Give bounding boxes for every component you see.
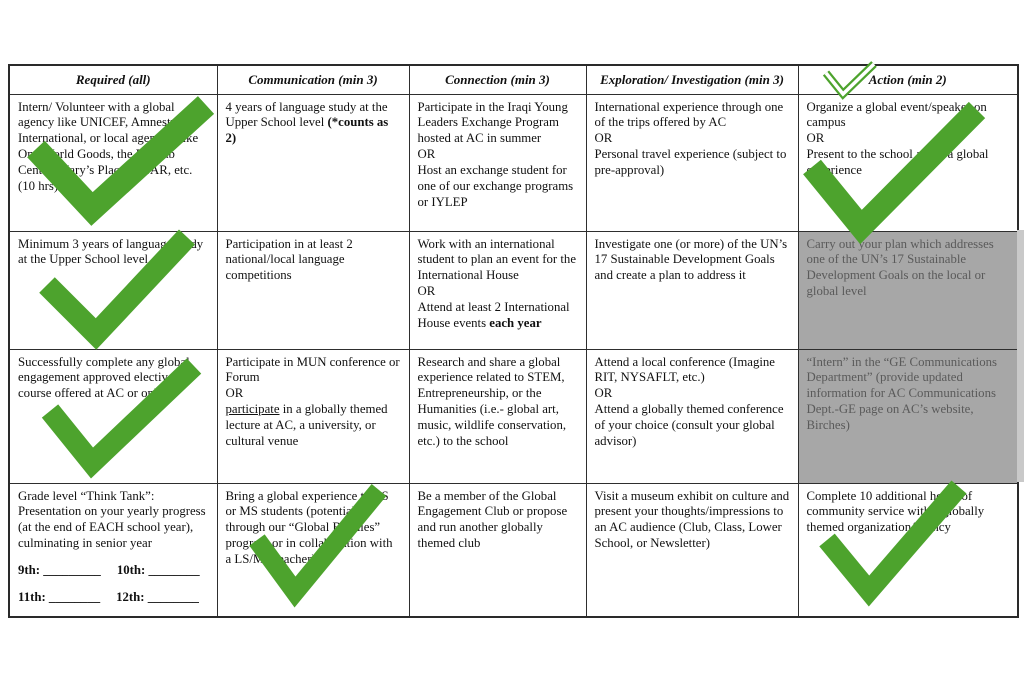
header-action: Action (min 2): [798, 65, 1018, 94]
cell-required-row1: [9, 94, 217, 231]
cell-paragraph: Grade level “Think Tank”: Presentation on your yearly progress (at the end of EACH school year), culminating in senior year: [18, 488, 206, 551]
cell-paragraph: OR: [594, 131, 613, 146]
cell-paragraph: OR: [806, 131, 825, 146]
cell-paragraph: Host an exchange student for one of our exchange programs or IYLEP: [417, 163, 574, 210]
cell-paragraph: 11th: ________ 12th: ________: [18, 590, 199, 605]
cell-action-row2: [798, 231, 1018, 349]
cell-paragraph: Bring a global experience to LS or MS students (potentially through our “Global Buddies” program or in collaboration with a LS/MS teacher): [225, 488, 393, 567]
cell-connection-row2: [409, 231, 586, 349]
cell-paragraph: Be a member of the Global Engagement Club or propose and run another globally themed club: [417, 488, 568, 551]
cell-paragraph: Complete 10 additional hours of community service with a globally themed organization/agency: [806, 488, 985, 535]
cell-exploration-investigation-row2: [586, 231, 798, 349]
table-row: [9, 349, 1018, 483]
table-row: [9, 231, 1018, 349]
cell-paragraph: 4 years of language study at the Upper School level (*counts as 2): [225, 99, 389, 146]
cell-paragraph: Successfully complete any global engagement approved elective course offered at AC or online: [18, 354, 190, 401]
cell-paragraph: Participate in MUN conference or Forum: [225, 354, 400, 385]
table-row: [9, 483, 1018, 617]
cell-required-row2: [9, 231, 217, 349]
cell-connection-row1: [409, 94, 586, 231]
cell-connection-row4: [409, 483, 586, 617]
cell-paragraph: OR: [417, 147, 436, 162]
cell-required-row3: [9, 349, 217, 483]
cell-paragraph: International experience through one of the trips offered by AC: [594, 99, 784, 130]
header-required: Required (all): [9, 65, 217, 94]
cell-paragraph: Research and share a global experience related to STEM, Entrepreneurship, or the Humanities (i.e.- global art, music, wildlife conservation, etc.) to the school: [417, 354, 567, 449]
cell-paragraph: Present to the school about a global experience: [806, 147, 989, 178]
cell-paragraph: Participation in at least 2 national/local language competitions: [225, 236, 353, 283]
cell-paragraph: participate in a globally themed lecture at AC, a university, or cultural venue: [225, 402, 388, 449]
cell-paragraph: OR: [225, 386, 244, 401]
cell-paragraph: “Intern” in the “GE Communications Department” (provide updated information for AC Communications Dept.-GE page on AC’s website, Birches): [806, 354, 997, 433]
cell-paragraph: OR: [594, 386, 613, 401]
cell-paragraph: Attend a globally themed conference of your choice (consult your global advisor): [594, 402, 784, 449]
cell-communication-row3: [217, 349, 409, 483]
cell-paragraph: Attend at least 2 International House events each year: [417, 300, 570, 331]
global-engagement-matrix-table: [8, 64, 1019, 618]
cell-communication-row2: [217, 231, 409, 349]
table-row: [9, 94, 1018, 231]
cell-paragraph: OR: [417, 284, 436, 299]
cell-exploration-investigation-row1: [586, 94, 798, 231]
cell-paragraph: Minimum 3 years of language study at the Upper School level: [18, 236, 204, 267]
cell-connection-row3: [409, 349, 586, 483]
cell-action-row1: [798, 94, 1018, 231]
cell-paragraph: Visit a museum exhibit on culture and present your thoughts/impressions to an AC audience (Club, Class, Lower School, or Newsletter): [594, 488, 790, 551]
cell-required-row4: [9, 483, 217, 617]
cell-communication-row1: [217, 94, 409, 231]
cell-exploration-investigation-row4: [586, 483, 798, 617]
header-connection: Connection (min 3): [409, 65, 586, 94]
header-communication: Communication (min 3): [217, 65, 409, 94]
header-exploration-investigation: Exploration/ Investigation (min 3): [586, 65, 798, 94]
header-row: [9, 65, 1018, 94]
cell-paragraph: Investigate one (or more) of the UN’s 17 Sustainable Development Goals and create a plan to address it: [594, 236, 788, 283]
cell-paragraph: Attend a local conference (Imagine RIT, NYSAFLT, etc.): [594, 354, 775, 385]
cell-paragraph: Intern/ Volunteer with a global agency like UNICEF, Amnesty International, or local agencies like One World Goods, the Baobab Center, Mary’s Place, UNAR, etc. (10 hrs): [18, 99, 199, 194]
cell-paragraph: Organize a global event/speaker on campus: [806, 99, 987, 130]
cell-paragraph: Personal travel experience (subject to pre-approval): [594, 147, 787, 178]
cell-action-row4: [798, 483, 1018, 617]
cell-paragraph: Participate in the Iraqi Young Leaders Exchange Program hosted at AC in summer: [417, 99, 568, 146]
cell-paragraph: Work with an international student to plan an event for the International House: [417, 236, 576, 283]
gray-highlight-overhang: [1017, 230, 1024, 482]
cell-paragraph: 9th: _________ 10th: ________: [18, 563, 200, 578]
cell-action-row3: [798, 349, 1018, 483]
cell-exploration-investigation-row3: [586, 349, 798, 483]
cell-communication-row4: [217, 483, 409, 617]
cell-paragraph: Carry out your plan which addresses one of the UN’s 17 Sustainable Development Goals on the local or global level: [806, 236, 994, 299]
